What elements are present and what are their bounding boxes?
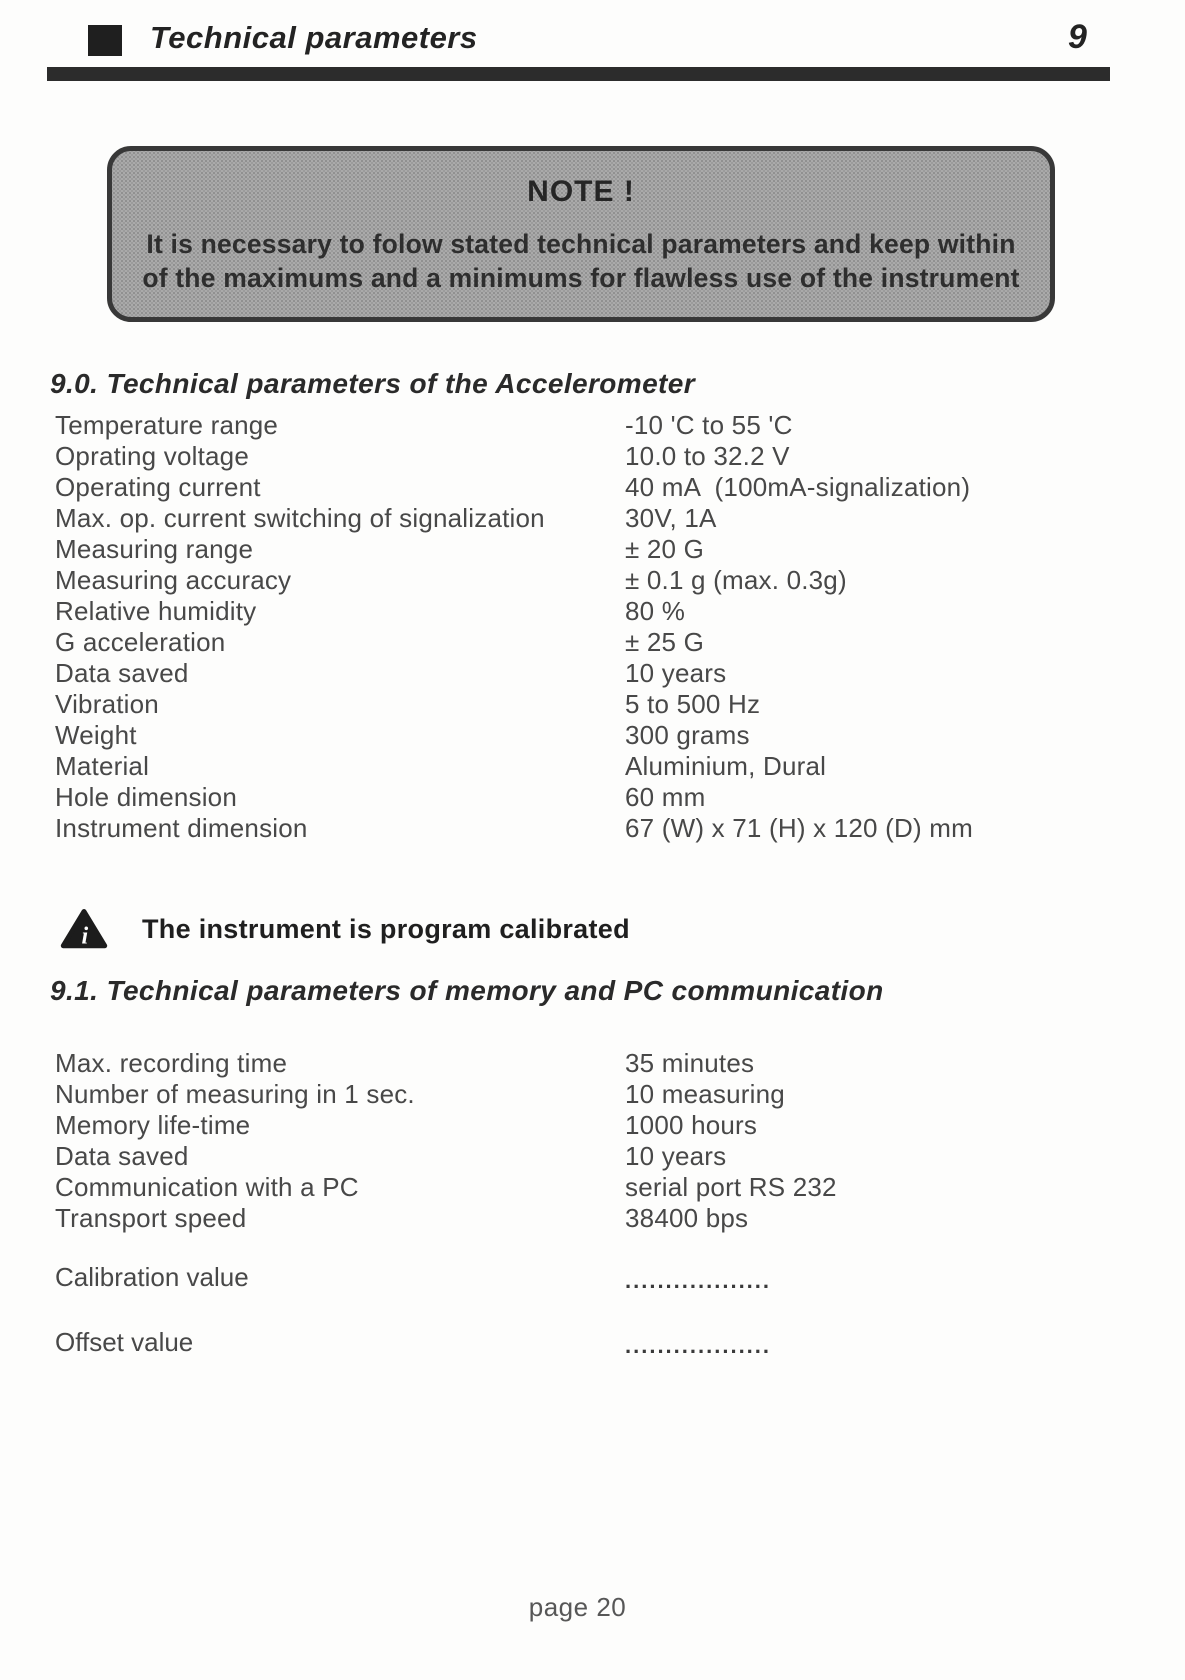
header-rule <box>47 67 1110 81</box>
spec-row <box>55 658 1135 689</box>
calibration-value-dotted-line: .................. <box>625 1268 772 1293</box>
spec-label: Instrument dimension <box>55 813 308 843</box>
spec-row <box>55 627 1135 658</box>
spec-value: 60 mm <box>625 782 706 812</box>
spec-row <box>55 751 1135 782</box>
offset-value-label: Offset value <box>55 1327 194 1357</box>
spec-value: ± 20 G <box>625 534 705 564</box>
spec-label: G acceleration <box>55 627 226 657</box>
spec-row <box>55 1110 1135 1141</box>
spec-value: 30V, 1A <box>625 503 717 533</box>
calibration-note-text: The instrument is program calibrated <box>142 913 630 944</box>
spec-row <box>55 1172 1135 1203</box>
spec-row <box>55 596 1135 627</box>
header-square-bullet <box>88 25 122 56</box>
spec-row <box>55 720 1135 751</box>
spec-value: serial port RS 232 <box>625 1172 837 1202</box>
spec-row <box>55 534 1135 565</box>
spec-value: 10 measuring <box>625 1079 785 1109</box>
spec-row <box>55 813 1135 844</box>
spec-row <box>55 472 1135 503</box>
offset-value-dotted-line: .................. <box>625 1333 772 1358</box>
note-text-line1: It is necessary to folow stated technical parameters and keep within <box>146 229 1016 259</box>
spec-label: Measuring range <box>55 534 254 564</box>
section-heading-accelerometer: 9.0. Technical parameters of the Accelerometer <box>50 368 696 399</box>
spec-row <box>55 1141 1135 1172</box>
spec-value: 5 to 500 Hz <box>625 689 761 719</box>
spec-label: Communication with a PC <box>55 1172 359 1202</box>
offset-value-row <box>55 1327 1135 1359</box>
accelerometer-spec-table <box>55 410 1135 844</box>
spec-value: 35 minutes <box>625 1048 755 1078</box>
spec-label: Max. op. current switching of signalization <box>55 503 545 533</box>
spec-label: Weight <box>55 720 137 750</box>
spec-label: Oprating voltage <box>55 441 249 471</box>
spec-label: Relative humidity <box>55 596 257 626</box>
spec-row <box>55 1203 1135 1234</box>
spec-row <box>55 441 1135 472</box>
spec-value: 10.0 to 32.2 V <box>625 441 790 471</box>
spec-row <box>55 410 1135 441</box>
spec-row <box>55 782 1135 813</box>
spec-row <box>55 1048 1135 1079</box>
memory-spec-table <box>55 1048 1135 1234</box>
spec-row <box>55 689 1135 720</box>
section-heading-memory: 9.1. Technical parameters of memory and PC communication <box>50 975 884 1006</box>
spec-value: ± 0.1 g (max. 0.3g) <box>625 565 847 595</box>
note-text-line2: of the maximums and a minimums for flawless use of the instrument <box>142 263 1020 293</box>
spec-value: 1000 hours <box>625 1110 758 1140</box>
page-title: Technical parameters <box>150 20 478 55</box>
svg-text:i: i <box>81 923 89 950</box>
spec-value: 10 years <box>625 1141 727 1171</box>
spec-label: Transport speed <box>55 1203 247 1233</box>
spec-row <box>55 503 1135 534</box>
spec-value: 38400 bps <box>625 1203 749 1233</box>
spec-value: 67 (W) x 71 (H) x 120 (D) mm <box>625 813 973 843</box>
spec-label: Data saved <box>55 1141 189 1171</box>
spec-label: Material <box>55 751 150 781</box>
note-box <box>107 146 1055 322</box>
spec-label: Operating current <box>55 472 261 502</box>
chapter-number: 9 <box>1068 18 1087 56</box>
spec-label: Max. recording time <box>55 1048 288 1078</box>
calibration-warning-row <box>60 908 630 950</box>
spec-value: ± 25 G <box>625 627 705 657</box>
spec-label: Data saved <box>55 658 189 688</box>
spec-value: 300 grams <box>625 720 750 750</box>
spec-value: -10 'C to 55 'C <box>625 410 793 440</box>
spec-label: Temperature range <box>55 410 279 440</box>
calibration-value-row <box>55 1262 1135 1294</box>
spec-row <box>55 565 1135 596</box>
spec-value: Aluminium, Dural <box>625 751 827 781</box>
page-footer: page 20 <box>528 1592 627 1622</box>
spec-label: Measuring accuracy <box>55 565 292 595</box>
warning-info-triangle-icon <box>60 908 108 950</box>
spec-label: Memory life-time <box>55 1110 251 1140</box>
spec-value: 10 years <box>625 658 727 688</box>
spec-value: 80 % <box>625 596 686 626</box>
note-title: NOTE ! <box>527 175 635 208</box>
spec-label: Number of measuring in 1 sec. <box>55 1079 415 1109</box>
spec-label: Vibration <box>55 689 159 719</box>
spec-value: 40 mA (100mA-signalization) <box>625 472 971 502</box>
spec-label: Hole dimension <box>55 782 238 812</box>
calibration-value-label: Calibration value <box>55 1262 249 1292</box>
spec-row <box>55 1079 1135 1110</box>
